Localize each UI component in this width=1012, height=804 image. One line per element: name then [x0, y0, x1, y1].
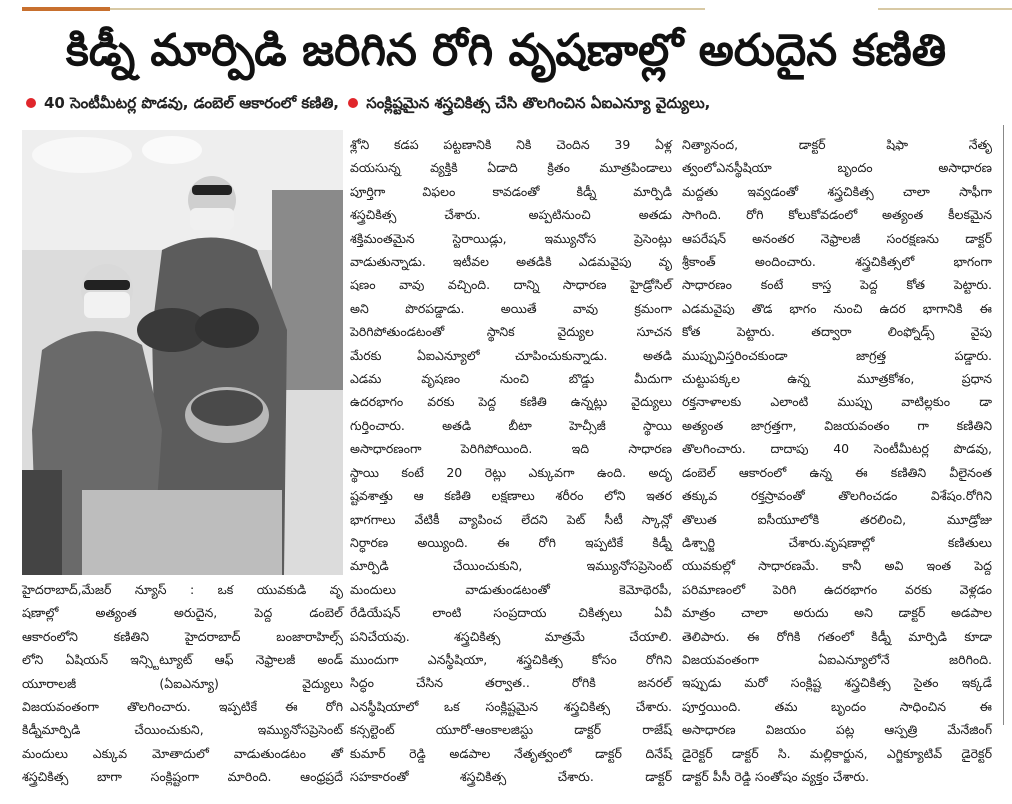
- article-text-line: శ్లోని కడప పట్టణానికి నికి చెందిన 39 ఏళ్ల: [350, 137, 672, 152]
- article-text-line: గుర్తించారు. అతడి బీటా హెచ్సీజీ స్థాయి: [350, 417, 672, 433]
- article-text-line: కన్సల్టెంట్ యూరో-ఆంకాలజిస్టు డాక్టర్ రాజేష్: [350, 722, 672, 738]
- article-text-line: శస్త్రచికిత్స చేశారు. అప్పటినుంచి అతడు: [350, 207, 672, 223]
- article-column-2: [350, 133, 672, 788]
- article-photo: [22, 130, 343, 575]
- article-text-line: వయసున్న వ్యక్తికి ఏడాది క్రితం మూత్రపిండాలు: [350, 160, 672, 176]
- subheadline-1: 40 సెంటీమీటర్ల పొడవు, డంబెల్ ఆకారంలో కణితి,: [44, 94, 340, 112]
- article-text-line: సాగింది. రోగి కోలుకోవడంలో అత్యంత కీలకమైన: [682, 207, 992, 223]
- article-text-line: ముప్పువిస్తరించకుండా జాగ్రత్త పడ్డారు.: [682, 347, 992, 363]
- article-text-line: డంబెల్ ఆకారంలో ఉన్న ఈ కణితిని వీలైనంత: [682, 464, 992, 480]
- article-text-line: మాత్రం చాలా అరుదు అని డాక్టర్ అడపాల: [682, 605, 992, 621]
- article-text-line: రక్తనాళాలకు ఎలాంటి ముప్పు వాటిల్లకుం డా: [682, 394, 992, 410]
- article-text-line: యూరాలజీ (ఏఐఎన్యూ) వైద్యులు: [22, 675, 343, 691]
- article-text-line: త్వంలోఎనస్థీషియా బృందం అసాధారణ: [682, 160, 992, 176]
- article-text-line: నిర్ధారణ అయ్యింది. ఈ రోగి ఇప్పటికే కిడ్నీ: [350, 534, 672, 550]
- article-text-line: పూర్తిగా విఫలం కావడంతో కిడ్నీ మార్పిడి: [350, 183, 672, 199]
- article-text-line: భాగగాలు వేటికీ వ్యాపించ లేదని పెట్ సీటీ స్కాన్లో: [350, 511, 672, 527]
- article-text-line: డిశ్చార్జి చేశారు.వృషణాల్లో కణితులు: [682, 534, 992, 550]
- article-text-line: స్థాయి కంటే 20 రెట్లు ఎక్కువగా ఉంది. అదృ: [350, 464, 672, 480]
- article-text-line: అసాధారణ విజయం పట్ల ఆస్పత్రి మేనేజింగ్: [682, 722, 992, 738]
- article-text-line: ఇప్పుడు మరో సంక్లిష్ట శస్త్రచికిత్స సైతం ఇక్కడే: [682, 675, 992, 691]
- article-text-line: అసాధారణంగా పెరిగిపోయింది. ఇది సాధారణ: [350, 441, 672, 457]
- article-text-line: మందులు ఎక్కువ మోతాదులో వాడుతుండటం తో: [22, 745, 343, 761]
- bullet-icon: [26, 98, 36, 108]
- article-text-line: కుమార్ రెడ్డి అడపాల నేతృత్వంలో డాక్టర్ దినేష్: [350, 745, 672, 761]
- article-text-line: మందులు వాడుతుండటంతో కెమోథెరపీ,: [350, 581, 672, 597]
- article-column-3: [682, 133, 992, 788]
- article-column-1: [22, 578, 343, 789]
- article-text-line: ఆకారంలోని కణితిని హైదరాబాద్ బంజారాహిల్స్: [22, 628, 343, 644]
- article-text-line: డైరెక్టర్ డాక్టర్ సి. మల్లికార్జున, ఎగ్జిక్యూటివ్ డైరెక్టర్: [682, 745, 992, 761]
- article-text-line: ముందుగా ఎనస్థీషియా, శస్త్రచికిత్స కోసం రోగిని: [350, 651, 672, 667]
- article-text-line: లోని ఏషియన్ ఇన్స్టిట్యూట్ ఆఫ్ నెఫ్రాలజీ అండ్: [22, 652, 343, 668]
- subheadline: [22, 90, 990, 116]
- header-accent-rule: [22, 7, 110, 11]
- article-text-line: సహకారంతో శస్త్రచికిత్స చేశారు. డాక్టర్: [350, 768, 672, 784]
- article-text-line: తొలగించారు. దాదాపు 40 సెంటీమీటర్ల పొడవు,: [682, 441, 992, 457]
- article-text-line: తక్కువ రక్తస్రావంతో తొలగించడం విశేషం.రోగిని: [682, 488, 992, 504]
- article-text-line: పరిమాణంలో పెరిగి ఉదరభాగం వరకు వెళ్లడం: [682, 581, 992, 597]
- article-text-line: ఉదరభాగం వరకు పెద్ద కణితి ఉన్నట్లు వైద్యులు: [350, 394, 672, 410]
- surgeons-photo-icon: [22, 130, 343, 575]
- subheadline-2: సంక్లిష్టమైన శస్త్రచికిత్స చేసి తొలగించిన ఏఐఎన్యూ వైద్యులు,: [366, 94, 711, 112]
- article-text-line: తొలుత ఐసీయూలోకి తరలించి, మూడ్రోజు: [682, 511, 992, 527]
- article-text-line: మేరకు ఏఐఎన్యూలో చూపించుకున్నాడు. అతడి: [350, 347, 672, 363]
- article-text-line: శ్రీకాంత్ అందించారు. శస్త్రచికిత్సలో భాగంగా: [682, 254, 992, 270]
- article-text-line: ఎనస్థీషియాలో ఒక సంక్లిష్టమైన శస్త్రచికిత్స చేశారు.: [350, 698, 672, 714]
- article-text-line: సాధారణం కంటే కాస్త పెద్ద కోత పెట్టారు.: [682, 277, 992, 293]
- article-text-line: ఎడమవైపు తొడ భాగం నుంచి ఉదర భాగానికి ఈ: [682, 300, 992, 316]
- article-text-line: నిత్యానంద, డాక్టర్ షిఫా నేతృ: [682, 137, 992, 152]
- article-text-line: విజయవంతంగా ఏఐఎన్యూలోనే జరిగింది.: [682, 651, 992, 667]
- bullet-icon: [348, 98, 358, 108]
- article-text-line: అత్యంత జాగ్రత్తగా, విజయవంతం గా కణితిని: [682, 417, 992, 433]
- article-text-line: సిద్ధం చేసిన తర్వాత.. రోగికి జనరల్: [350, 675, 672, 691]
- article-text-line: ఎడమ వృషణం నుంచి బొడ్డు మీదుగా: [350, 371, 672, 387]
- article-text-line: మద్దతు ఇవ్వడంతో శస్త్రచికిత్స చాలా సాఫీగా: [682, 183, 992, 199]
- headline: కిడ్నీ మార్పిడి జరిగిన రోగి వృషణాల్లో అరుదైన కణితి: [65, 25, 947, 76]
- article-text-line: కోత పెట్టారు. తద్వారా లింఫ్నోడ్స్ వైపు: [682, 324, 992, 340]
- article-text-line: రేడియేషన్ లాంటి సంప్రదాయ చికిత్సలు ఏవీ: [350, 605, 672, 621]
- article-text-line: ష్టవశాత్తు ఆ కణితి లక్షణాలు శరీరం లోని ఇతర: [350, 488, 672, 504]
- article-text-line: వాడుతున్నాడు. ఇటీవల అతడికి ఎడమవైపు వృ: [350, 254, 672, 270]
- header-rule: [110, 8, 705, 10]
- article-text-line: శస్త్రచికిత్స బాగా సంక్లిష్టంగా మారింది. ఆంధ్రప్రదే: [22, 769, 343, 785]
- header-rule-right: [878, 8, 1012, 10]
- article-text-line: పెరిగిపోతుండటంతో స్థానిక వైద్యుల సూచన: [350, 324, 672, 340]
- article-text-line: చుట్టుపక్కల ఉన్న మూత్రకోశం, ప్రధాన: [682, 371, 992, 387]
- article-text-line: విజయవంతంగా తొలగించారు. ఇప్పటికే ఈ రోగి: [22, 699, 343, 715]
- article-text-line: శక్తిమంతమైన స్టెరాయిడ్లు, ఇమ్యునోస ప్రెసెంట్లు: [350, 230, 672, 246]
- article-text-line: కిడ్నీమార్పిడి చేయించుకుని, ఇమ్యునోసప్రెసెంట్: [22, 722, 343, 738]
- article-text-line: యువకుల్లో సాధారణమే. కానీ అవి ఇంత పెద్ద: [682, 558, 992, 574]
- article-text-line: పనిచేయవు. శస్త్రచికిత్స మాత్రమే చేయాలి.: [350, 628, 672, 644]
- article-text-line: పూర్తయింది. తమ బృందం సాధించిన ఈ: [682, 698, 992, 714]
- article-text-line: ఆపరేషన్ అనంతర నెఫ్రాలజీ సంరక్షణను డాక్టర్: [682, 230, 992, 246]
- article-text-line: తెలిపారు. ఈ రోగికి గతంలో కిడ్నీ మార్పిడి కూడా: [682, 628, 992, 644]
- article-text-line: షణాల్లో అత్యంత అరుదైన, పెద్ద డంబెల్: [22, 605, 343, 621]
- article-text-line: హైదరాబాద్,మేజర్ న్యూస్ : ఒక యువకుడి వృ: [22, 582, 343, 597]
- article-text-line: డాక్టర్ పీసీ రెడ్డి సంతోషం వ్యక్తం చేశారు.: [682, 768, 870, 784]
- article-text-line: అని పొరపడ్డాడు. అయితే వావు క్రమంగా: [350, 300, 672, 316]
- article-text-line: షణం వావు వచ్చింది. దాన్ని సాధారణ హైడ్రోసిల్: [350, 277, 672, 293]
- article-text-line: మార్పిడి చేయించుకుని, ఇమ్యునోసప్రెసెంట్: [350, 558, 672, 574]
- column-divider: [1003, 125, 1004, 725]
